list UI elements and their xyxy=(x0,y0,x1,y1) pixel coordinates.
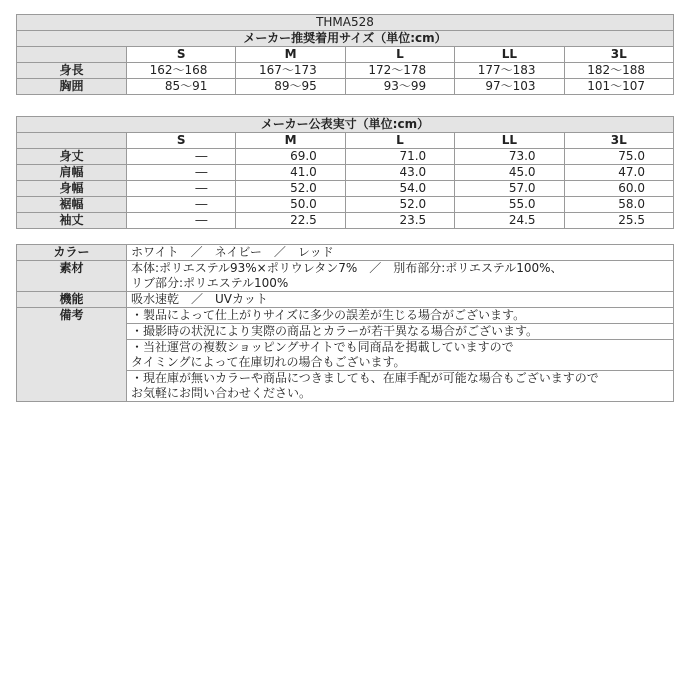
cell-value: 50.0 xyxy=(236,197,345,213)
note-line: ・現在庫が無いカラーや商品につきましても、在庫手配が可能な場合もございますので xyxy=(131,371,599,385)
cell-value: 85～91 xyxy=(127,79,236,95)
row-label: 肩幅 xyxy=(17,165,127,181)
recommended-size-table xyxy=(16,14,674,95)
cell-value: ― xyxy=(127,149,236,165)
cell-value: 162～168 xyxy=(127,63,236,79)
note-item xyxy=(127,340,674,371)
cell-value: 60.0 xyxy=(564,181,673,197)
cell-value: 43.0 xyxy=(345,165,454,181)
cell-value: ― xyxy=(127,181,236,197)
cell-value: 89～95 xyxy=(236,79,345,95)
material-value xyxy=(127,261,674,292)
cell-value: 73.0 xyxy=(455,149,564,165)
table-row xyxy=(17,63,674,79)
color-value: ホワイト ／ ネイビー ／ レッド xyxy=(127,245,674,261)
material-line: リブ部分:ポリエステル100% xyxy=(131,276,289,290)
cell-value: 41.0 xyxy=(236,165,345,181)
size-header: 3L xyxy=(564,133,673,149)
table-row xyxy=(17,213,674,229)
table-row xyxy=(17,245,674,261)
note-item xyxy=(127,371,674,402)
cell-value: 97～103 xyxy=(455,79,564,95)
table-row xyxy=(17,149,674,165)
material-line: 本体:ポリエステル93%×ポリウレタン7% ／ 別布部分:ポリエステル100%、 xyxy=(131,261,563,275)
cell-value: 52.0 xyxy=(345,197,454,213)
cell-value: ― xyxy=(127,165,236,181)
cell-value: 69.0 xyxy=(236,149,345,165)
cell-value: 54.0 xyxy=(345,181,454,197)
cell-value: ― xyxy=(127,213,236,229)
cell-value: 101～107 xyxy=(564,79,673,95)
table-row xyxy=(17,292,674,308)
note-item: ・製品によって仕上がりサイズに多少の誤差が生じる場合がございます。 xyxy=(127,308,674,324)
material-label: 素材 xyxy=(17,261,127,292)
note-line: タイミングによって在庫切れの場合もございます。 xyxy=(131,355,406,369)
note-line: お気軽にお問い合わせください。 xyxy=(131,386,312,400)
product-code: THMA528 xyxy=(17,15,674,31)
cell-value: 24.5 xyxy=(455,213,564,229)
table-row xyxy=(17,181,674,197)
recommended-size-title: メーカー推奨着用サイズ（単位:cm） xyxy=(17,31,674,47)
cell-value: 58.0 xyxy=(564,197,673,213)
cell-value: ― xyxy=(127,197,236,213)
color-label: カラー xyxy=(17,245,127,261)
note-item: ・撮影時の状況により実際の商品とカラーが若干異なる場合がございます。 xyxy=(127,324,674,340)
row-label: 胸囲 xyxy=(17,79,127,95)
cell-value: 57.0 xyxy=(455,181,564,197)
corner-cell xyxy=(17,133,127,149)
row-label: 袖丈 xyxy=(17,213,127,229)
table-row xyxy=(17,197,674,213)
table-row xyxy=(17,79,674,95)
size-header: M xyxy=(236,133,345,149)
size-header: L xyxy=(345,133,454,149)
size-header: LL xyxy=(455,133,564,149)
cell-value: 172～178 xyxy=(345,63,454,79)
actual-size-title: メーカー公表実寸（単位:cm） xyxy=(17,117,674,133)
function-value: 吸水速乾 ／ UVカット xyxy=(127,292,674,308)
function-label: 機能 xyxy=(17,292,127,308)
cell-value: 167～173 xyxy=(236,63,345,79)
table-row xyxy=(17,261,674,292)
corner-cell xyxy=(17,47,127,63)
cell-value: 75.0 xyxy=(564,149,673,165)
cell-value: 52.0 xyxy=(236,181,345,197)
note-line: ・当社運営の複数ショッピングサイトでも同商品を掲載していますので xyxy=(131,340,514,354)
product-details-table xyxy=(16,244,674,402)
table-row xyxy=(17,308,674,324)
row-label: 身長 xyxy=(17,63,127,79)
size-header: S xyxy=(127,47,236,63)
cell-value: 182～188 xyxy=(564,63,673,79)
size-header: LL xyxy=(455,47,564,63)
size-header: L xyxy=(345,47,454,63)
size-header: 3L xyxy=(564,47,673,63)
cell-value: 55.0 xyxy=(455,197,564,213)
row-label: 裾幅 xyxy=(17,197,127,213)
cell-value: 47.0 xyxy=(564,165,673,181)
cell-value: 45.0 xyxy=(455,165,564,181)
cell-value: 22.5 xyxy=(236,213,345,229)
cell-value: 177～183 xyxy=(455,63,564,79)
actual-size-table xyxy=(16,116,674,229)
notes-label: 備考 xyxy=(17,308,127,402)
cell-value: 71.0 xyxy=(345,149,454,165)
table-row xyxy=(17,165,674,181)
row-label: 身丈 xyxy=(17,149,127,165)
size-header: M xyxy=(236,47,345,63)
cell-value: 25.5 xyxy=(564,213,673,229)
row-label: 身幅 xyxy=(17,181,127,197)
cell-value: 93～99 xyxy=(345,79,454,95)
size-header: S xyxy=(127,133,236,149)
cell-value: 23.5 xyxy=(345,213,454,229)
